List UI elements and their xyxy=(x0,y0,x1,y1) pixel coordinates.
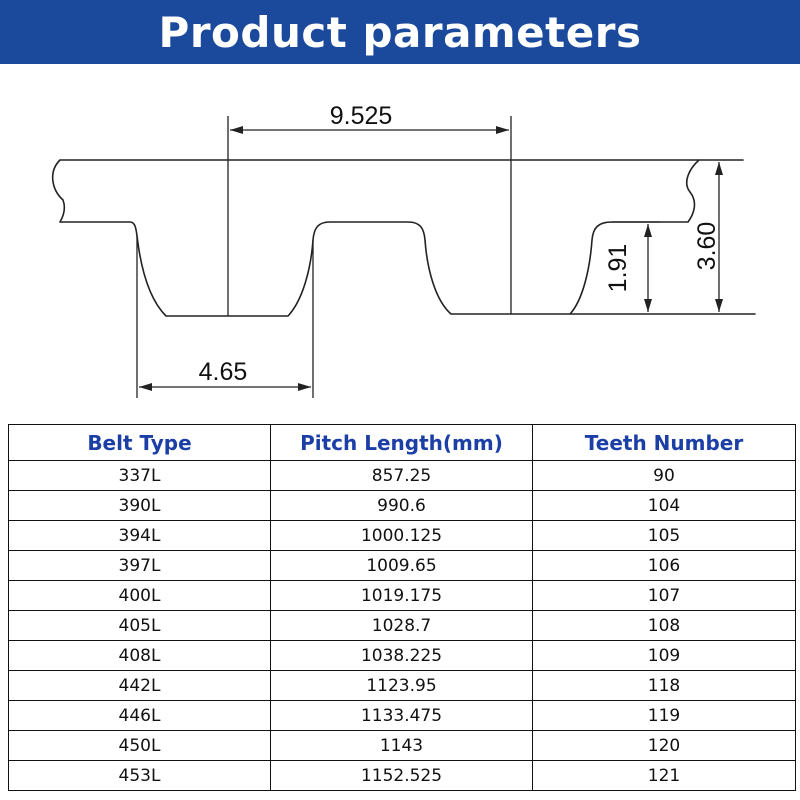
table-row xyxy=(9,461,796,491)
pitch-arrow-right xyxy=(496,126,509,134)
table-row xyxy=(9,491,796,521)
cell-teeth-number: 106 xyxy=(533,551,796,581)
cell-belt-type: 442L xyxy=(9,671,271,701)
cell-pitch-length: 1009.65 xyxy=(271,551,533,581)
cell-pitch-length: 1019.175 xyxy=(271,581,533,611)
title-banner xyxy=(0,0,800,64)
cell-pitch-length: 1038.225 xyxy=(271,641,533,671)
table-row xyxy=(9,611,796,641)
cell-teeth-number: 90 xyxy=(533,461,796,491)
col-header-teeth-number: Teeth Number xyxy=(533,425,796,461)
cell-belt-type: 394L xyxy=(9,521,271,551)
cell-belt-type: 390L xyxy=(9,491,271,521)
cell-teeth-number: 121 xyxy=(533,761,796,791)
table-row xyxy=(9,551,796,581)
thickness-label: 3.60 xyxy=(693,221,721,271)
thickness-arrow-top xyxy=(715,162,723,175)
col-header-belt-type: Belt Type xyxy=(9,425,271,461)
col-header-pitch-length: Pitch Length(mm) xyxy=(271,425,533,461)
tooth-width-arrow-left xyxy=(139,383,152,391)
table-row xyxy=(9,521,796,551)
table-row xyxy=(9,581,796,611)
cell-belt-type: 337L xyxy=(9,461,271,491)
cell-pitch-length: 1000.125 xyxy=(271,521,533,551)
cell-pitch-length: 1152.525 xyxy=(271,761,533,791)
page-title: Product parameters xyxy=(158,7,642,57)
pitch-arrow-left xyxy=(230,126,243,134)
cell-belt-type: 397L xyxy=(9,551,271,581)
cell-teeth-number: 104 xyxy=(533,491,796,521)
cell-teeth-number: 107 xyxy=(533,581,796,611)
table-row xyxy=(9,671,796,701)
cell-pitch-length: 1123.95 xyxy=(271,671,533,701)
belt-outline xyxy=(53,160,755,316)
cell-pitch-length: 1028.7 xyxy=(271,611,533,641)
cell-teeth-number: 119 xyxy=(533,701,796,731)
cell-teeth-number: 118 xyxy=(533,671,796,701)
cell-belt-type: 450L xyxy=(9,731,271,761)
thickness-arrow-bottom xyxy=(715,299,723,312)
cell-teeth-number: 109 xyxy=(533,641,796,671)
tooth-width-label: 4.65 xyxy=(198,358,248,386)
cell-pitch-length: 1133.475 xyxy=(271,701,533,731)
cell-pitch-length: 857.25 xyxy=(271,461,533,491)
tooth-height-arrow-top xyxy=(644,224,652,237)
table-row xyxy=(9,701,796,731)
cell-belt-type: 446L xyxy=(9,701,271,731)
cell-teeth-number: 120 xyxy=(533,731,796,761)
cell-pitch-length: 990.6 xyxy=(271,491,533,521)
cell-teeth-number: 105 xyxy=(533,521,796,551)
cell-belt-type: 405L xyxy=(9,611,271,641)
belt-profile-diagram xyxy=(0,64,800,420)
cell-belt-type: 400L xyxy=(9,581,271,611)
table-row xyxy=(9,761,796,791)
cell-belt-type: 453L xyxy=(9,761,271,791)
pitch-label: 9.525 xyxy=(329,102,393,130)
belt-parameters-table xyxy=(8,424,796,791)
cell-pitch-length: 1143 xyxy=(271,731,533,761)
tooth-width-arrow-right xyxy=(298,383,311,391)
tooth-height-arrow-bottom xyxy=(644,299,652,312)
cell-belt-type: 408L xyxy=(9,641,271,671)
tooth-height-label: 1.91 xyxy=(604,243,632,293)
cell-teeth-number: 108 xyxy=(533,611,796,641)
table-row xyxy=(9,731,796,761)
table-row xyxy=(9,641,796,671)
table-header-row xyxy=(9,425,796,461)
